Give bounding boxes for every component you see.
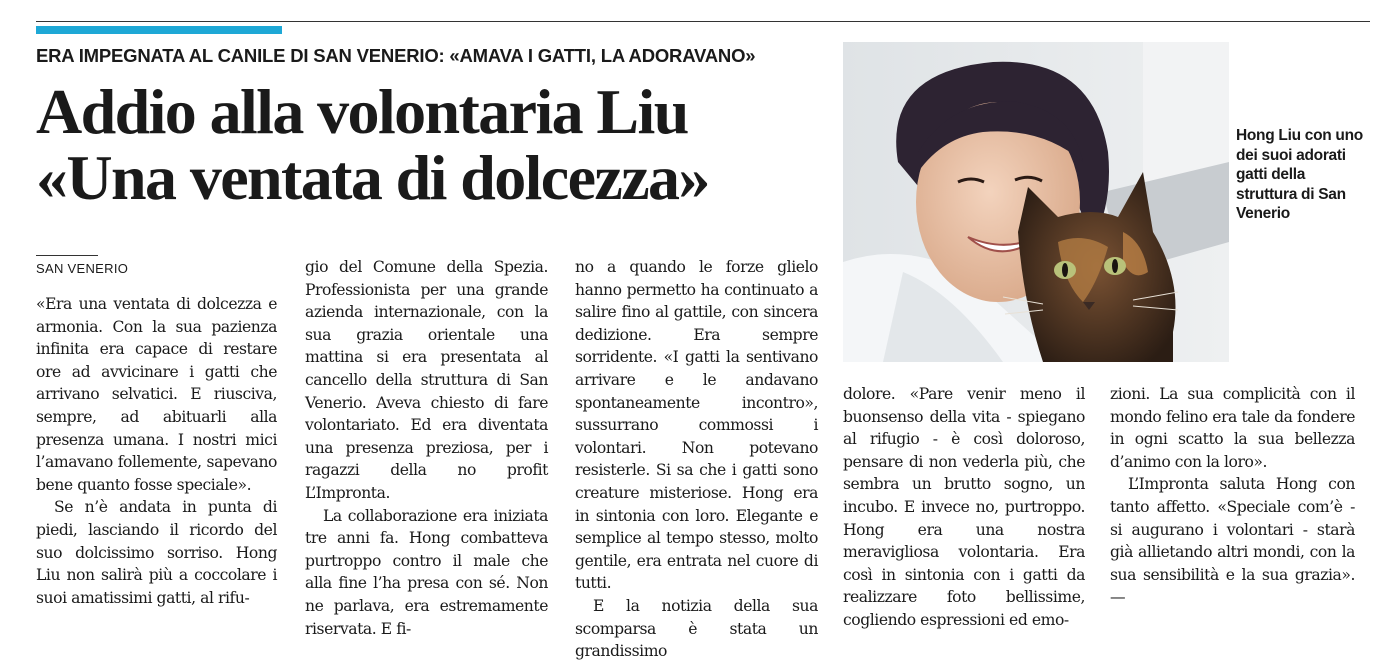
body-column-2 xyxy=(305,256,548,640)
dateline: SAN VENERIO xyxy=(36,261,129,276)
paragraph: zioni. La sua complicità con il mondo felino era tale da fondere in ogni scatto la sua bellezza d’animo con la loro». xyxy=(1110,385,1355,471)
section-accent-bar xyxy=(36,26,282,34)
headline-line-1: Addio alla volontaria Liu xyxy=(36,76,688,147)
dateline-rule xyxy=(36,255,98,256)
body-column-5 xyxy=(1110,383,1355,609)
paragraph: La collaborazione era iniziata tre anni fa. Hong combatteva purtroppo contro il male che alla fine l’ha presa con sé. Non ne parlava, era estremamente riservata. E fi- xyxy=(305,506,548,638)
body-column-4 xyxy=(843,383,1085,632)
kicker: ERA IMPEGNATA AL CANILE DI SAN VENERIO: «AMAVA I GATTI, LA ADORAVANO» xyxy=(36,45,756,66)
paragraph: no a quando le forze glielo hanno permetto ha continuato a salire fino al gattile, con sincera dedizione. Era sempre sorridente. «I gatti la sentivano arrivare e le andavano spontaneamente incontro», sussurrano commossi i volontari. Non potevano resisterle. Si sa che i gatti sono creature misteriose. Hong era in sintonia con loro. Elegante e semplice al tempo stesso, molto gentile, era entrata nel cuore di tutti. xyxy=(575,258,818,593)
top-rule xyxy=(36,21,1370,22)
paragraph: «Era una ventata di dolcezza e armonia. Con la sua pazienza infinita era capace di restare ore ad avvicinare i gatti che arrivano selvatici. E riusciva, sempre, ad abituarli alla presenza umana. I nostri mici l’amavano follemente, sapevano bene quanto fosse speciale». xyxy=(36,295,277,494)
photo-caption: Hong Liu con uno dei suoi adorati gatti della struttura di San Venerio xyxy=(1236,127,1363,223)
paragraph: E la notizia della sua scomparsa è stata un grandissimo xyxy=(575,596,818,661)
headline-line-2: «Una ventata di dolcezza» xyxy=(36,142,709,213)
paragraph: Se n’è andata in punta di piedi, lasciando il ricordo del suo dolcissimo sorriso. Hong Liu non salirà più a coccolare i suoi amatissimi gatti, al rifu- xyxy=(36,498,277,607)
article-photo xyxy=(843,42,1229,362)
paragraph: L’Impronta saluta Hong con tanto affetto. «Speciale com’è - si augurano i volontari - starà già allietando altri mondi, con la sua sensibilità e la sua grazia». — xyxy=(1110,475,1355,607)
body-column-1 xyxy=(36,293,277,609)
paragraph: gio del Comune della Spezia. Professionista per una grande azienda internazionale, con la sua grazia orientale una mattina si era presentata al cancello della struttura di San Venerio. Aveva chiesto di fare volontariato. Ed era diventata una presenza preziosa, per i ragazzi della no profit L’Impronta. xyxy=(305,258,548,502)
body-column-3 xyxy=(575,256,818,663)
paragraph: dolore. «Pare venir meno il buonsenso della vita - spiegano al rifugio - è così doloroso, pensare di non vederla più, che sembra un brutto sogno, un incubo. E invece no, purtroppo. Hong era una nostra meravigliosa volontaria. Era così in sintonia con i gatti da realizzare foto bellissime, cogliendo espressioni ed emo- xyxy=(843,385,1085,629)
